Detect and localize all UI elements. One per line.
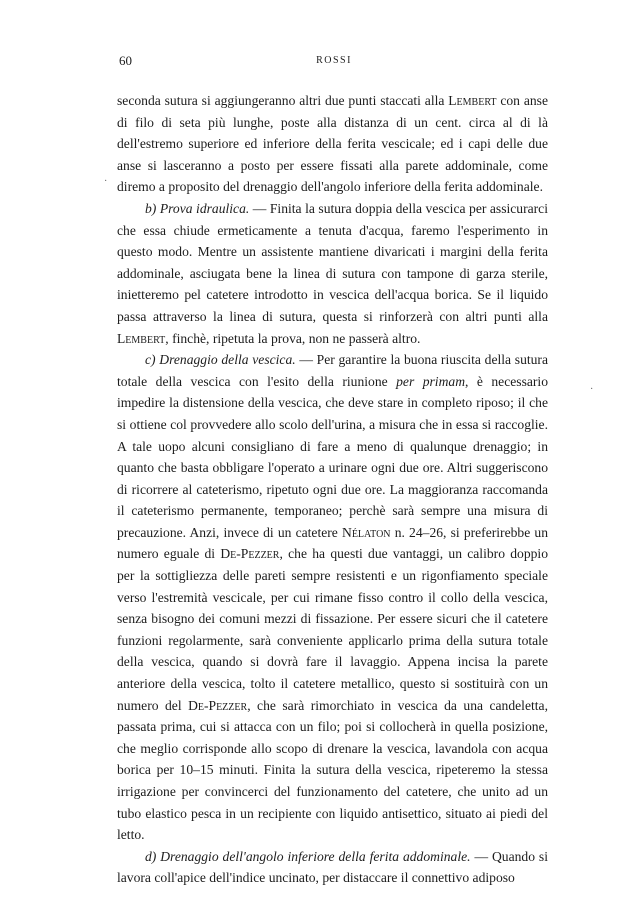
text-run: n. 24–26, si preferirebbe un numero eguale di [117,524,548,562]
margin-speck: · [104,176,108,187]
text-run: seconda sutura si aggiungeranno altri due punti staccati alla [117,93,449,108]
text-run: con anse di filo di seta più lunghe, poste alla distanza di un cent. circa al di là dell'estremo superiore ed inferiore della ferita vescicale; ed i capi delle due anse si lasceranno a posto per essere fissati alla parete addominale, come diremo a proposito del drenaggio dell'angolo inferiore della ferita addominale. [117,93,548,195]
running-title: ROSSI [316,55,352,66]
text-run: , finchè, ripetuta la prova, non ne passerà altro. [165,330,421,346]
author-name: Lembert [117,330,166,346]
text-run: , che sarà rimorchiato in vescica da una candeletta, passata prima, cui si attacca con un filo; poi si collocherà in quella posizione, che meglio corrisponde allo scopo di drenare la vescica, lavandola con acqua borica per 10–15 minuti. Finita la sutura della vescica, ripeteremo la stessa irrigazione per convincerci del funzionamento del catetere, che unito ad un tubo elastico pesca in un recipiente con liquido antisettico, situato ai piedi del letto. [117,697,548,843]
paragraph [117,349,548,846]
paragraph [117,846,548,889]
italic-phrase: c) Drenaggio della vescica. [145,352,296,368]
text-run: — Per garantire la buona riuscita della sutura totale della vescica con l'esito della riunione [117,352,548,389]
page-header [119,53,549,73]
page-number: 60 [119,53,132,68]
author-name: De-Pezzer [188,697,248,713]
text-run: , che ha questi due vantaggi, un calibro doppio per la sottigliezza delle pareti sempre resistenti e un rigonfiamento speciale verso l'estremità vescicale, per cui rimane fisso contro il collo della vescica, senza bisogno dei comuni mezzi di fissazione. Per essere sicuri che il catetere funzioni regolarmente, sarà conveniente applicarlo prima della sutura totale della vescica, quando si dovrà fare il lavaggio. Appena incisa la parete anteriore della vescica, tolto il catetere metallico, questo si sostituirà con un numero del [117,546,549,713]
italic-phrase: per primam [396,373,466,389]
author-name: Nélaton [342,524,391,540]
body-text [117,90,548,889]
text-run: — Finita la sutura doppia della vescica per assicurarci che essa chiude ermeticamente a tenuta d'acqua, faremo l'esperimento in questo modo. Mentre un assistente mantiene divaricati i margini della ferita addominale, asciugata bene la linea di sutura con tampone di garza sterile, inietteremo pel catetere introdotto in vescica dell'acqua borica. Se il liquido passa attraverso la linea di sutura, questa si rinforzerà con altri punti alla [117,200,548,324]
author-name: De-Pezzer [220,546,280,562]
author-name: Lembert [448,93,497,108]
margin-speck: · [590,384,594,395]
italic-phrase: d) Drenaggio dell'angolo inferiore della ferita addominale. [145,848,471,864]
text-run: , è necessario impedire la distensione della vescica, che deve stare in completo riposo; il che si ottiene col provvedere allo scolo dell'urina, a misura che in essa si raccoglie. A tale uopo alcuni consigliano di fare a meno di qualunque drenaggio; in quanto che basta obbligare l'operato a urinare ogni due ore. Altri suggeriscono di ricorrere al cateterismo, ripetuto ogni due ore. La maggioranza raccomanda il cateterismo permanente, temporaneo; perchè sarà sempre una misura di precauzione. Anzi, invece di un catetere [117,373,548,540]
text-run: — Quando si lavora coll'apice dell'indice uncinato, per distaccare il connettivo adiposo [117,848,548,886]
paragraph [117,198,548,349]
paragraph [117,90,548,198]
italic-phrase: b) Prova idraulica. [145,200,250,216]
